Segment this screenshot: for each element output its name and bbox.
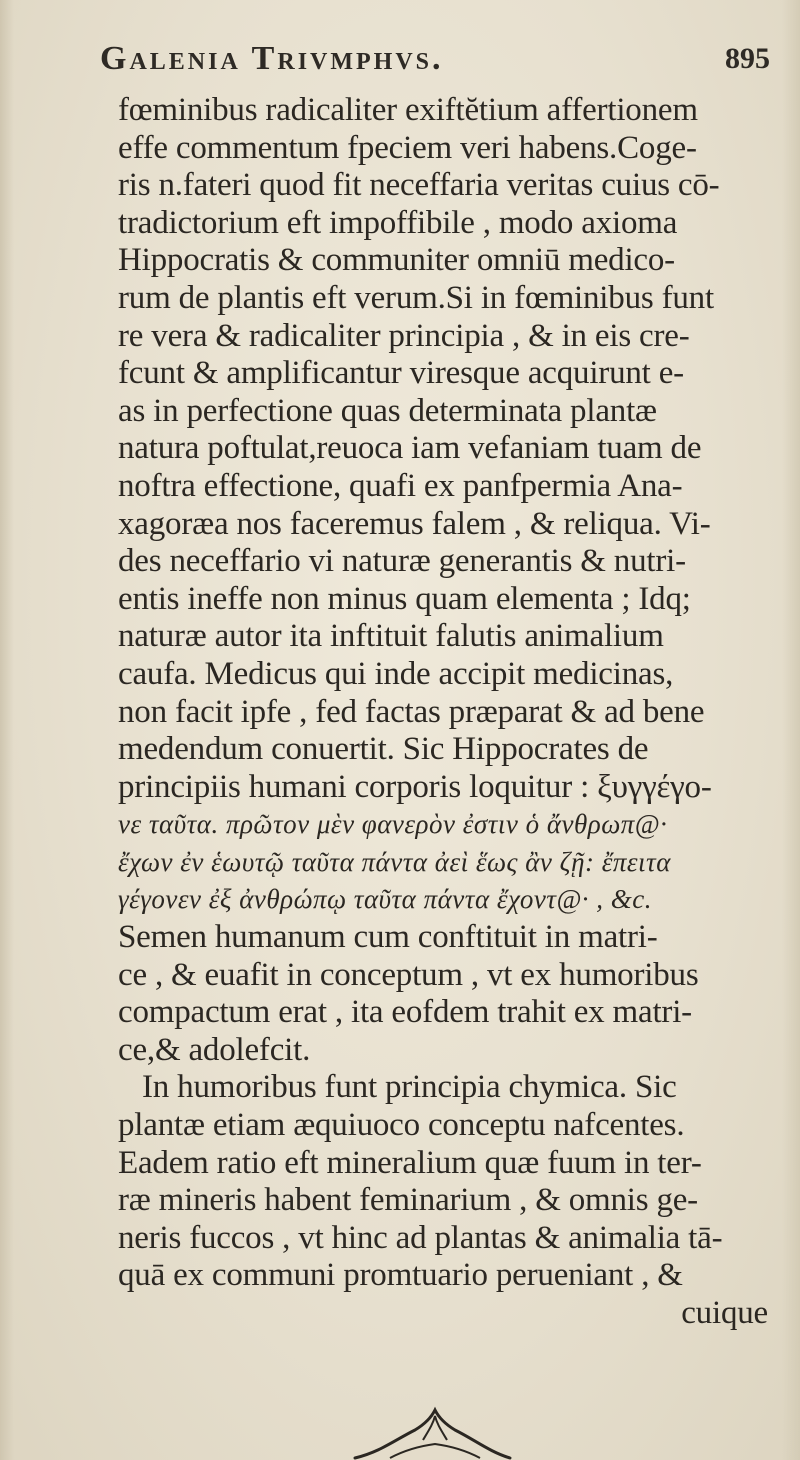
text-line: principiis humani corporis loquitur : ξυγγέγο-	[118, 768, 712, 805]
text-line: des neceffario vi naturæ generantis & nutri-	[118, 543, 686, 580]
text-line: rum de plantis eft verum.Si in fœminibus funt	[118, 279, 714, 316]
text-line: re vera & radicaliter principia , & in eis cre-	[118, 317, 690, 354]
text-line: fcunt & amplificantur viresque acquirunt e-	[118, 355, 684, 392]
text-line: Hippocratis & communiter omniū medico-	[118, 242, 675, 279]
text-line: non facit ipfe , fed factas præparat & ad bene	[118, 693, 705, 730]
greek-line: νε ταῦτα. πρῶτον μὲν φανερὸν ἐστιν ὁ ἄνθρωπ@·	[118, 809, 668, 840]
text-line: ræ mineris habent feminarium , & omnis ge-	[118, 1182, 698, 1219]
text-line: natura poftulat,reuoca iam vefaniam tuam de	[118, 430, 702, 467]
text-line: quā ex communi promtuario perueniant , &	[118, 1257, 683, 1294]
paragraph-start-line: In humoribus funt principia chymica. Sic	[142, 1069, 677, 1106]
text-line: naturæ autor ita inftituit falutis animalium	[118, 618, 664, 655]
tailpiece-ornament-icon	[335, 1400, 525, 1460]
text-line: fœminibus radicaliter exiftĕtium affertionem	[118, 92, 698, 128]
text-line: neris fuccos , vt hinc ad plantas & animalia tā-	[118, 1219, 723, 1256]
text-line: ce , & euafit in conceptum , vt ex humoribus	[118, 956, 699, 993]
text-line: compactum erat , ita eofdem trahit ex matri-	[118, 994, 692, 1031]
text-line: xagoræa nos faceremus falem , & reliqua. Vi-	[118, 505, 711, 542]
catchword: cuique	[681, 1295, 768, 1331]
text-line: tradictorium eft impoffibile , modo axioma	[118, 204, 678, 241]
greek-line: γέγονεν ἐξ ἀνθρώπῳ ταῦτα πάντα ἔχοντ@· , &c.	[118, 884, 653, 915]
running-head	[100, 40, 770, 86]
text-line: Eadem ratio eft mineralium quæ fuum in ter-	[118, 1144, 702, 1181]
text-line: noftra effectione, quafi ex panfpermia Ana-	[118, 467, 683, 504]
page-left-edge	[0, 0, 14, 1460]
page-number: 895	[725, 42, 770, 75]
text-line: caufa. Medicus qui inde accipit medicinas,	[118, 655, 674, 692]
text-line: as in perfectione quas determinata plantæ	[118, 392, 657, 429]
greek-line: ἔχων ἐν ἑωυτῷ ταῦτα πάντα ἀεὶ ἕως ἂν ζῇ: ἔπειτα	[118, 846, 671, 877]
body-text	[118, 92, 778, 1333]
running-title: Galenia Trivmphvs.	[100, 40, 444, 77]
page-right-edge	[782, 0, 800, 1460]
text-line: plantæ etiam æquiuoco conceptu nafcentes.	[118, 1107, 685, 1144]
text-line: ce,& adolefcit.	[118, 1031, 311, 1068]
text-line: Semen humanum cum conftituit in matri-	[118, 919, 658, 956]
text-line: entis ineffe non minus quam elementa ; Idq;	[118, 580, 691, 617]
text-line: ris n.fateri quod fit neceffaria veritas cuius cō-	[118, 167, 720, 204]
text-line: effe commentum fpeciem veri habens.Coge-	[118, 129, 697, 166]
text-line: medendum conuertit. Sic Hippocrates de	[118, 731, 649, 768]
